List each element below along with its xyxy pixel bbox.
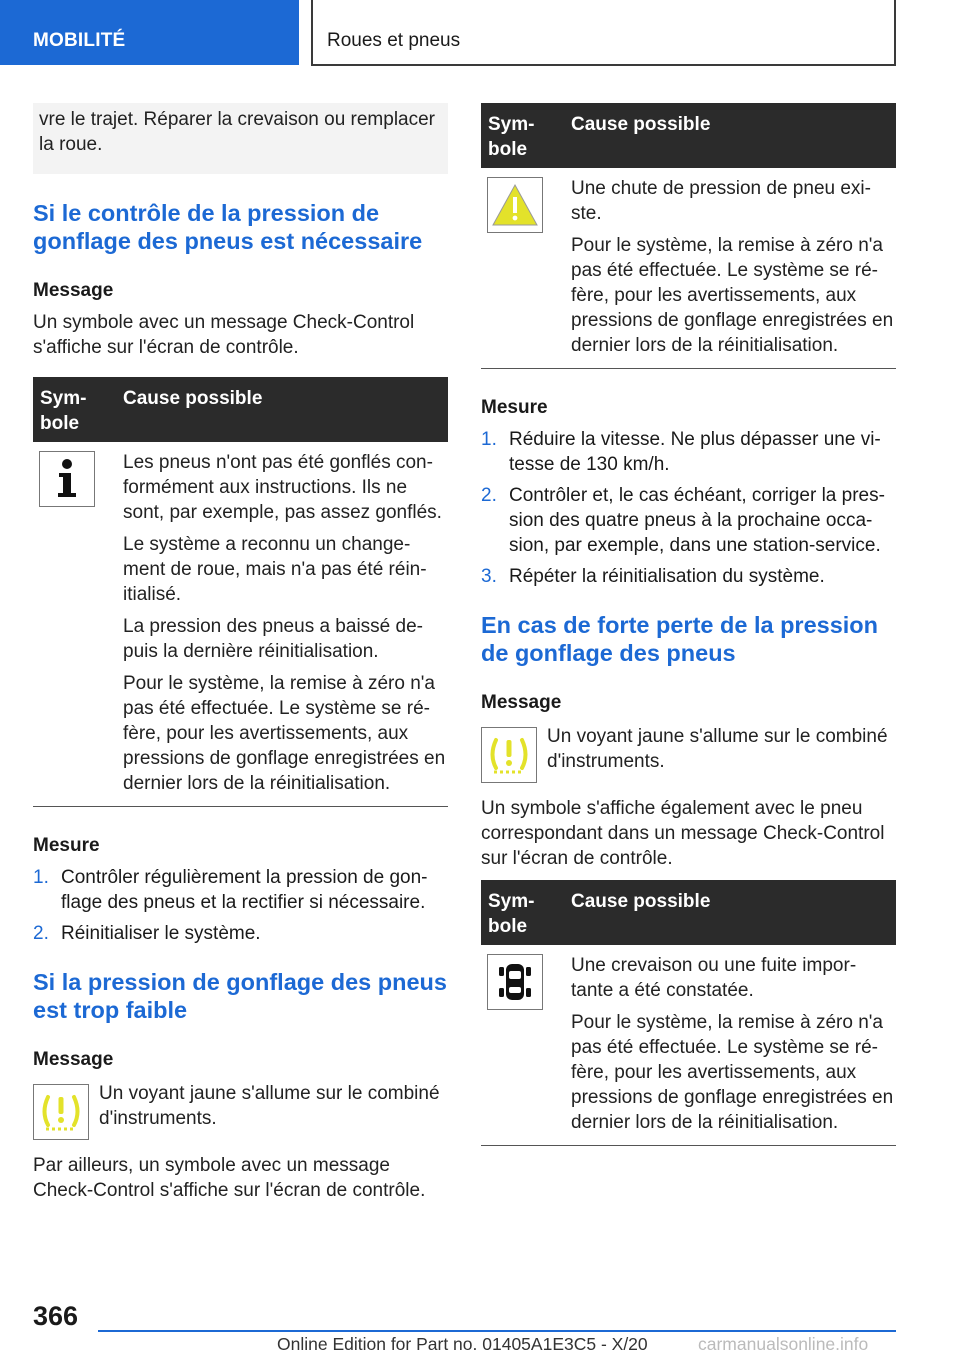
mesure-label: Mesure [481,397,548,418]
step-text: Contrôler régulièrement la pression de gon-flage des pneus et la rectifier si nécessaire. [61,867,428,913]
message-label: Message [33,1049,114,1070]
warning-triangle-icon [487,177,543,233]
list-item: 2. Contrôler et, le cas échéant, corriger la pres-sion des quatre pneus à la prochaine occa-sion, par exemple, dans une station-service. [481,485,885,556]
cause-text: Le système a reconnu un change-ment de roue, mais n'a pas été réin-itialisé. [123,534,427,605]
tire-pressure-warning-icon [33,1084,89,1140]
col-symbol: Sym-bole [40,388,87,434]
col-cause: Cause possible [123,388,263,409]
cause-text: Pour le système, la remise à zéro n'a pas été effectuée. Le système se ré-fère, pour les avertissements, aux pressions de gonflage enregistrées en dernier lors de la réinitialisation. [123,673,446,794]
warning-block [33,1081,448,1141]
message-label: Message [481,692,562,713]
warning-text: Un voyant jaune s'allume sur le combiné d'instruments. [99,1083,440,1129]
list-item: 1. Contrôler régulièrement la pression de gon-flage des pneus et la rectifier si nécessaire. [33,867,428,913]
table-row [33,442,448,807]
symbol-table-3 [481,880,896,1146]
right-column [481,103,896,1146]
symbol-table-2 [481,103,896,369]
table-row [481,168,896,369]
cause-text: Pour le système, la remise à zéro n'a pas été effectuée. Le système se ré-fère, pour les avertissements, aux pressions de gonflage enregistrées en dernier lors de la réinitialisation. [571,235,894,356]
step-text: Réinitialiser le système. [61,923,261,944]
table-header [33,377,448,442]
heading-strong-loss: En cas de forte perte de la pression de gonflage des pneus [481,612,879,666]
step-text: Contrôler et, le cas échéant, corriger la pres-sion des quatre pneus à la prochaine occa-sion, par exemple, dans une station-service. [509,485,885,556]
table-row [481,945,896,1146]
cause-text: Une crevaison ou une fuite impor-tante a été constatée. [571,955,857,1001]
message-text: Un symbole s'affiche également avec le pneu correspondant dans un message Check-Control sur l'écran de contrôle. [481,798,885,869]
table-header [481,103,896,168]
edition-text: Online Edition for Part no. 01405A1E3C5 - X/20 [277,1334,648,1354]
col-cause: Cause possible [571,114,711,135]
list-item: 3. Répéter la réinitialisation du système. [481,566,825,587]
chapter-title: Roues et pneus [311,0,896,66]
info-icon [39,451,95,507]
left-column [33,199,448,1203]
step-text: Réduire la vitesse. Ne plus dépasser une vi-tesse de 130 km/h. [509,429,881,475]
warning-text: Un voyant jaune s'allume sur le combiné d'instruments. [547,726,888,772]
mesure-steps [481,427,896,589]
message-text: Un symbole avec un message Check-Control s'affiche sur l'écran de contrôle. [33,312,415,358]
car-tire-icon [487,954,543,1010]
step-text: Répéter la réinitialisation du système. [509,566,825,587]
intro-box [33,103,448,174]
col-symbol: Sym-bole [488,114,535,160]
col-symbol: Sym-bole [488,891,535,937]
cause-text: Les pneus n'ont pas été gonflés con-formément aux instructions. Ils ne sont, par exemple, pas assez gonflés. [123,452,442,523]
list-item: 2. Réinitialiser le système. [33,923,261,944]
page-number: 366 [33,1301,79,1331]
symbol-table-1 [33,377,448,807]
warning-block [481,724,896,784]
mesure-steps [33,865,448,946]
intro-text: vre le trajet. Réparer la crevaison ou remplacer la roue. [39,109,436,155]
cause-text: Une chute de pression de pneu exi-ste. [571,178,871,224]
heading-low-pressure: Si la pression de gonflage des pneus est trop faible [33,969,447,1023]
message-label: Message [33,280,114,301]
list-item: 1. Réduire la vitesse. Ne plus dépasser une vi-tesse de 130 km/h. [481,429,881,475]
col-cause: Cause possible [571,891,711,912]
cause-text: Pour le système, la remise à zéro n'a pas été effectuée. Le système se ré-fère, pour les avertissements, aux pressions de gonflage enregistrées en dernier lors de la réinitialisation. [571,1012,894,1133]
message-text: Par ailleurs, un symbole avec un message Check-Control s'affiche sur l'écran de contrôle. [33,1155,426,1201]
table-header [481,880,896,945]
footer-divider [98,1330,896,1332]
watermark: carmanualsonline.info [698,1334,869,1354]
section-tab: MOBILITÉ [0,0,299,65]
cause-text: La pression des pneus a baissé de-puis la dernière réinitialisation. [123,616,423,662]
heading-check-pressure: Si le contrôle de la pression de gonflage des pneus est nécessaire [33,200,423,254]
mesure-label: Mesure [33,835,100,856]
tire-pressure-warning-icon [481,727,537,783]
